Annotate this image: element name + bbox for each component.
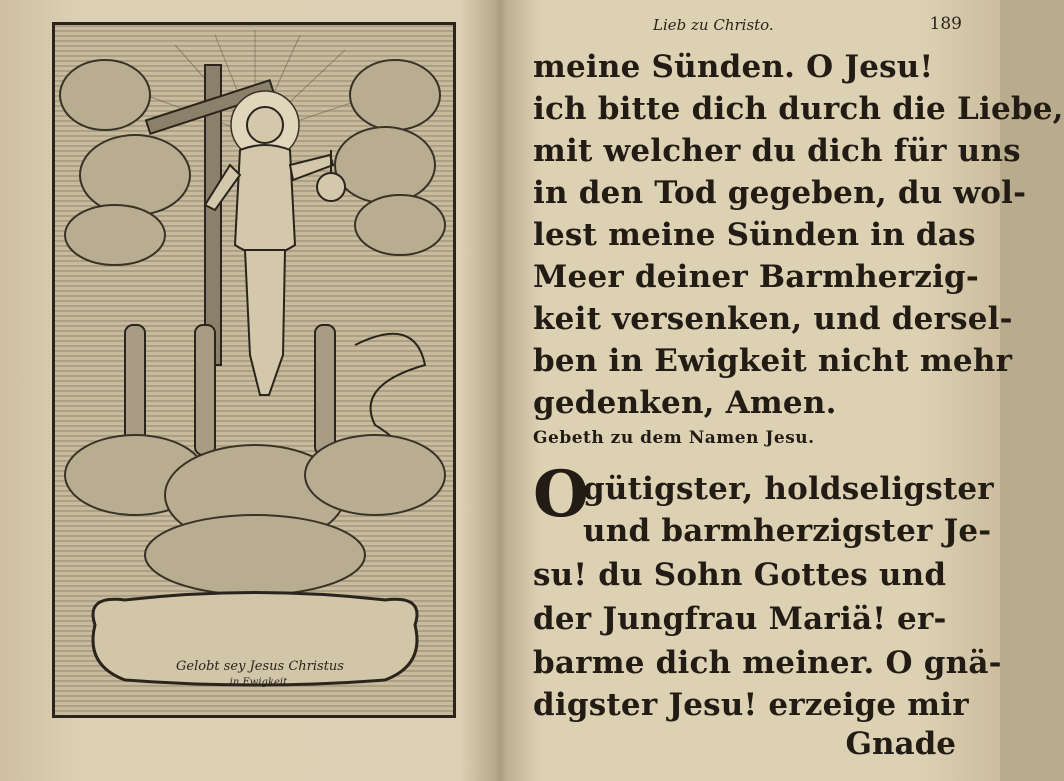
drop-initial: O — [533, 457, 589, 532]
text-line: in den Tod gegeben, du wol- — [533, 175, 1027, 211]
woodcut-illustration — [52, 22, 456, 718]
caption-line-1: Gelobt sey Jesus Christus — [176, 659, 344, 674]
text-line: mit welcher du dich für uns — [533, 133, 1021, 169]
text-line: su! du Sohn Gottes und — [533, 557, 947, 593]
text-line: und barmherzigster Je- — [583, 513, 992, 549]
text-line: keit versenken, und dersel- — [533, 301, 1013, 337]
text-line: digster Jesu! erzeige mir — [533, 687, 969, 723]
page-number: 189 — [929, 14, 962, 34]
text-line: barme dich meiner. O gnä- — [533, 645, 1002, 681]
left-page — [0, 0, 497, 781]
text-line: gütigster, holdseligster — [583, 471, 994, 507]
text-line: Meer deiner Barmherzig- — [533, 259, 979, 295]
running-head: Lieb zu Christo. — [653, 16, 774, 34]
text-line: der Jungfrau Mariä! er- — [533, 601, 947, 637]
text-line: lest meine Sünden in das — [533, 217, 976, 253]
text-line: ich bitte dich durch die Liebe, — [533, 91, 1064, 127]
text-line: ben in Ewigkeit nicht mehr — [533, 343, 1013, 379]
text-line: meine Sünden. O Jesu! — [533, 49, 934, 85]
woodcut-image — [55, 25, 453, 715]
right-page — [503, 0, 1064, 781]
woodcut-caption — [150, 635, 370, 695]
caption-line-2: in Ewigkeit. — [229, 677, 291, 688]
text-line: gedenken, Amen. — [533, 385, 837, 421]
catchword: Gnade — [845, 726, 956, 762]
prayer-heading: Gebeth zu dem Namen Jesu. — [533, 428, 815, 448]
